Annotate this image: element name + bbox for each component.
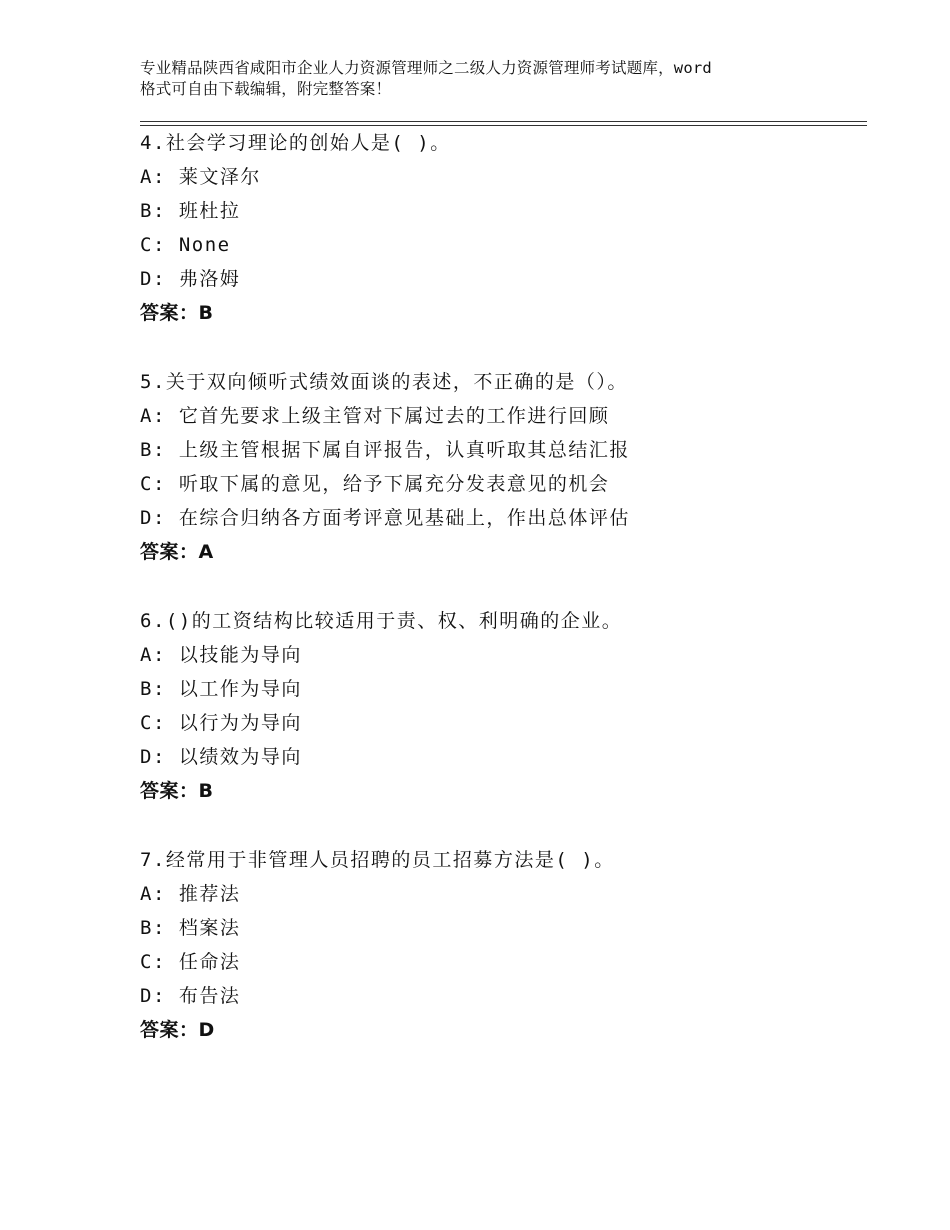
header-divider-top <box>140 121 867 122</box>
option-b: B: 档案法 <box>140 917 241 939</box>
question-5 <box>140 365 860 569</box>
question-6 <box>140 604 860 808</box>
question-stem: 6.()的工资结构比较适用于责、权、利明确的企业。 <box>140 610 623 632</box>
option-a: A: 莱文泽尔 <box>140 166 261 188</box>
option-b: B: 班杜拉 <box>140 200 241 222</box>
option-a: A: 推荐法 <box>140 883 241 905</box>
question-stem: 4.社会学习理论的创始人是( )。 <box>140 132 451 154</box>
answer: 答案：D <box>140 1019 215 1041</box>
question-stem: 5.关于双向倾听式绩效面谈的表述，不正确的是（）。 <box>140 371 628 393</box>
option-a: A: 它首先要求上级主管对下属过去的工作进行回顾 <box>140 405 610 427</box>
document-header <box>140 58 840 100</box>
option-c: C: 听取下属的意见，给予下属充分发表意见的机会 <box>140 473 610 495</box>
option-c: C: None <box>140 234 231 256</box>
option-d: D: 在综合归纳各方面考评意见基础上，作出总体评估 <box>140 507 630 529</box>
option-d: D: 布告法 <box>140 985 241 1007</box>
header-line-2: 格式可自由下载编辑，附完整答案！ <box>140 80 392 98</box>
option-c: C: 以行为为导向 <box>140 712 302 734</box>
option-d: D: 以绩效为导向 <box>140 746 302 768</box>
question-stem: 7.经常用于非管理人员招聘的员工招募方法是( )。 <box>140 849 615 871</box>
option-b: B: 上级主管根据下属自评报告，认真听取其总结汇报 <box>140 439 630 461</box>
option-c: C: 任命法 <box>140 951 241 973</box>
header-line-1: 专业精品陕西省咸阳市企业人力资源管理师之二级人力资源管理师考试题库，word <box>140 59 712 77</box>
answer: 答案：A <box>140 541 214 563</box>
answer: 答案：B <box>140 780 214 802</box>
option-a: A: 以技能为导向 <box>140 644 302 666</box>
answer: 答案：B <box>140 302 214 324</box>
question-7 <box>140 843 860 1047</box>
option-d: D: 弗洛姆 <box>140 268 241 290</box>
question-4 <box>140 126 860 330</box>
option-b: B: 以工作为导向 <box>140 678 302 700</box>
